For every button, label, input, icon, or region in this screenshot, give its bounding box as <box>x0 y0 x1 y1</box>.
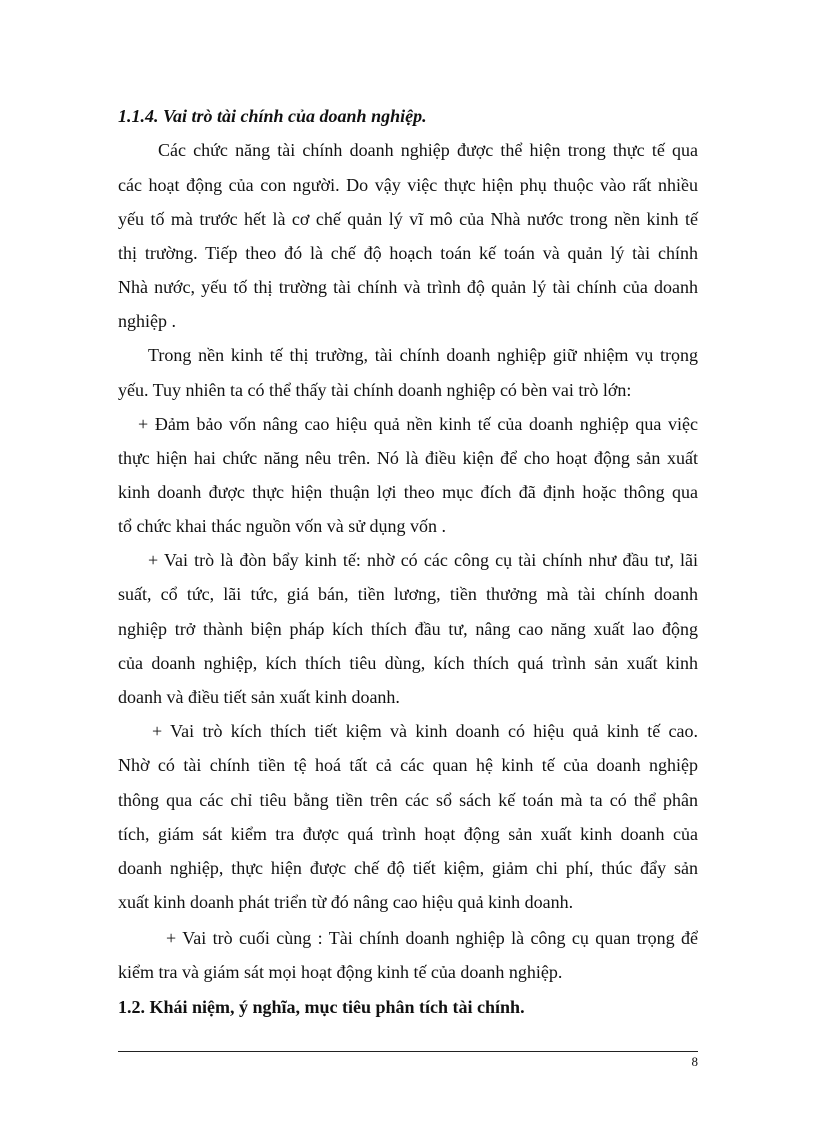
paragraph-line: thực hiện hai chức năng nêu trên. Nó là điều kiện để cho hoạt động sản xuất <box>118 448 698 468</box>
paragraph-line: của doanh nghiệp, kích thích tiêu dùng, kích thích quá trình sản xuất kinh <box>118 653 698 673</box>
bullet-line: + Vai trò cuối cùng : Tài chính doanh nghiệp là công cụ quan trọng để <box>166 928 698 948</box>
paragraph-line: thông qua các chỉ tiêu bằng tiền trên các sổ sách kế toán mà ta có thể phân <box>118 790 698 810</box>
paragraph-line: doanh và điều tiết sản xuất kinh doanh. <box>118 687 400 707</box>
paragraph-line: kinh doanh được thực hiện thuận lợi theo mục đích đã định hoặc thông qua <box>118 482 698 502</box>
paragraph-line: yếu. Tuy nhiên ta có thể thấy tài chính doanh nghiệp có bèn vai trò lớn: <box>118 380 632 400</box>
paragraph-line: tổ chức khai thác nguồn vốn và sử dụng vốn . <box>118 516 446 536</box>
bullet-line: + Vai trò là đòn bẩy kinh tế: nhờ có các công cụ tài chính như đầu tư, lãi <box>148 550 698 570</box>
paragraph-line: Trong nền kinh tế thị trường, tài chính doanh nghiệp giữ nhiệm vụ trọng <box>148 345 698 365</box>
page-number: 8 <box>691 1054 698 1069</box>
paragraph-line: nghiệp . <box>118 311 176 331</box>
paragraph-line: suất, cổ tức, lãi tức, giá bán, tiền lương, tiền thưởng mà tài chính doanh <box>118 584 698 604</box>
bullet-line: + Đảm bảo vốn nâng cao hiệu quả nền kinh tế của doanh nghiệp qua việc <box>138 414 698 434</box>
paragraph-line: kiểm tra và giám sát mọi hoạt động kinh tế của doanh nghiệp. <box>118 962 563 982</box>
paragraph-line: tích, giám sát kiểm tra được quá trình hoạt động sản xuất kinh doanh của <box>118 824 698 844</box>
footer-rule <box>118 1051 698 1052</box>
paragraph-line: doanh nghiệp, thực hiện được chế độ tiết kiệm, giảm chi phí, thúc đẩy sản <box>118 858 698 878</box>
paragraph-line: Nhà nước, yếu tố thị trường tài chính và trình độ quản lý tài chính của doanh <box>118 277 698 297</box>
bullet-line: + Vai trò kích thích tiết kiệm và kinh doanh có hiệu quả kinh tế cao. <box>152 721 698 741</box>
paragraph-line: các hoạt động của con người. Do vậy việc thực hiện phụ thuộc vào rất nhiều <box>118 175 698 195</box>
paragraph-line: yếu tố mà trước hết là cơ chế quản lý vĩ mô của Nhà nước trong nền kinh tế <box>118 209 698 229</box>
paragraph-line: Nhờ có tài chính tiền tệ hoá tất cả các quan hệ kinh tế của doanh nghiệp <box>118 755 698 775</box>
paragraph-line: nghiệp trở thành biện pháp kích thích đầu tư, nâng cao năng xuất lao động <box>118 619 698 639</box>
paragraph-line: thị trường. Tiếp theo đó là chế độ hoạch toán kế toán và quản lý tài chính <box>118 243 698 263</box>
section-heading-1-1-4: 1.1.4. Vai trò tài chính của doanh nghiệp. <box>118 106 427 126</box>
paragraph-line: xuất kinh doanh phát triển từ đó nâng cao hiệu quả kinh doanh. <box>118 892 574 912</box>
paragraph-line: Các chức năng tài chính doanh nghiệp được thể hiện trong thực tế qua <box>158 140 698 160</box>
section-heading-1-2: 1.2. Khái niệm, ý nghĩa, mục tiêu phân tích tài chính. <box>118 997 525 1017</box>
